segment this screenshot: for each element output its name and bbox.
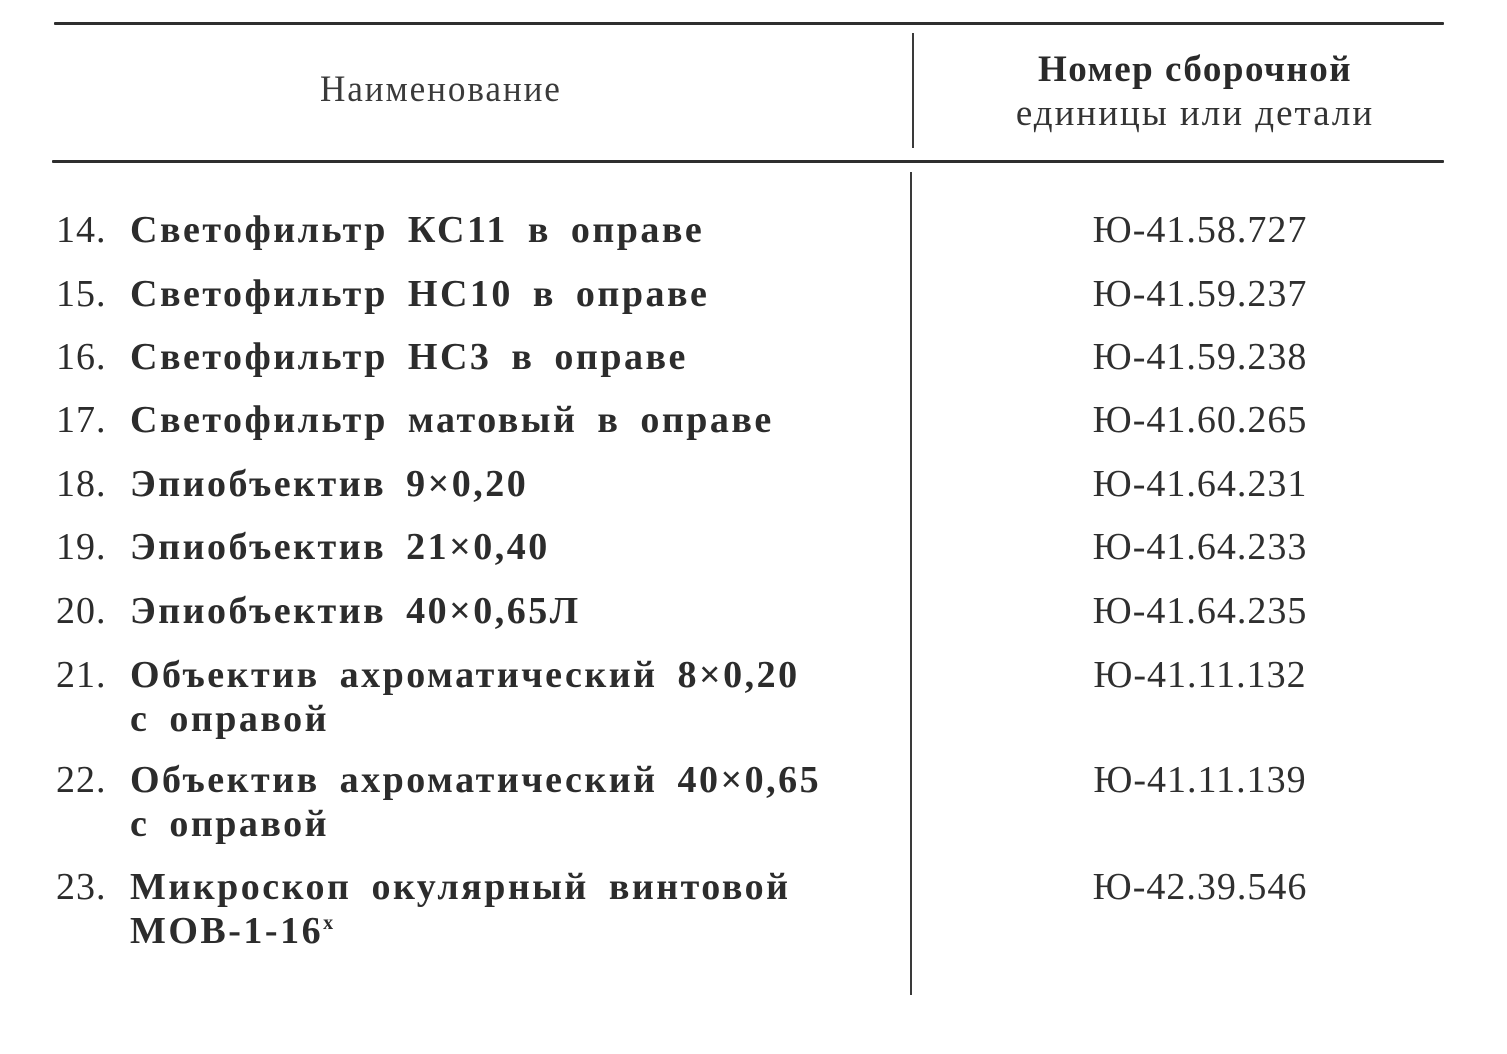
- superscript-mark: х: [323, 912, 336, 934]
- row-code: Ю-41.64.233: [1092, 526, 1308, 568]
- row-name: Светофильтр КС11 в оправе: [130, 209, 705, 251]
- row-code: Ю-41.60.265: [1092, 399, 1308, 441]
- row-name: Светофильтр матовый в оправе: [130, 399, 774, 441]
- row-name: Светофильтр НС10 в оправе: [130, 273, 710, 315]
- row-number: 17.: [56, 399, 107, 441]
- body-column-divider: [910, 172, 912, 995]
- row-code: Ю-41.58.727: [1092, 209, 1308, 251]
- row-number: 19.: [56, 526, 107, 568]
- row-code: Ю-41.11.139: [1093, 759, 1307, 801]
- row-name-line2: с оправой: [130, 803, 330, 845]
- row-name-line2: [130, 909, 890, 953]
- row-number: 16.: [56, 336, 107, 378]
- row-name-line1: Микроскоп окулярный винтовой: [130, 866, 791, 908]
- row-number: 21.: [56, 654, 107, 696]
- row-number: 15.: [56, 273, 107, 315]
- row-number: 20.: [56, 590, 107, 632]
- row-code: Ю-41.59.237: [1092, 273, 1308, 315]
- row-name: [130, 758, 890, 846]
- column-header-number-line1: Номер сборочной: [1037, 49, 1353, 90]
- column-header-number: [965, 48, 1425, 136]
- row-name-line2: с оправой: [130, 698, 330, 740]
- row-number: 14.: [56, 209, 107, 251]
- row-name: Эпиобъектив 21×0,40: [130, 526, 550, 568]
- row-name-line1: Объектив ахроматический 8×0,20: [130, 654, 800, 696]
- row-code: Ю-41.64.235: [1092, 590, 1308, 632]
- header-column-divider: [912, 33, 914, 148]
- header-bottom-rule: [52, 160, 1444, 163]
- column-header-name: Наименование: [320, 69, 562, 110]
- row-name: Светофильтр НС3 в оправе: [130, 336, 688, 378]
- row-name-line1: Объектив ахроматический 40×0,65: [130, 759, 822, 801]
- column-header-number-line2: единицы или детали: [1015, 93, 1375, 134]
- row-code: Ю-42.39.546: [1092, 866, 1308, 908]
- row-name-line2-text: МОВ-1-16: [130, 910, 324, 952]
- row-name: Эпиобъектив 9×0,20: [130, 463, 529, 505]
- row-name: [130, 653, 890, 741]
- table-top-rule: [54, 22, 1444, 25]
- row-code: Ю-41.11.132: [1093, 654, 1307, 696]
- row-code: Ю-41.64.231: [1092, 463, 1308, 505]
- row-number: 18.: [56, 463, 107, 505]
- row-name: [130, 865, 890, 953]
- row-name: Эпиобъектив 40×0,65Л: [130, 590, 581, 632]
- row-code: Ю-41.59.238: [1092, 336, 1308, 378]
- row-number: 22.: [56, 759, 107, 801]
- row-number: 23.: [56, 866, 107, 908]
